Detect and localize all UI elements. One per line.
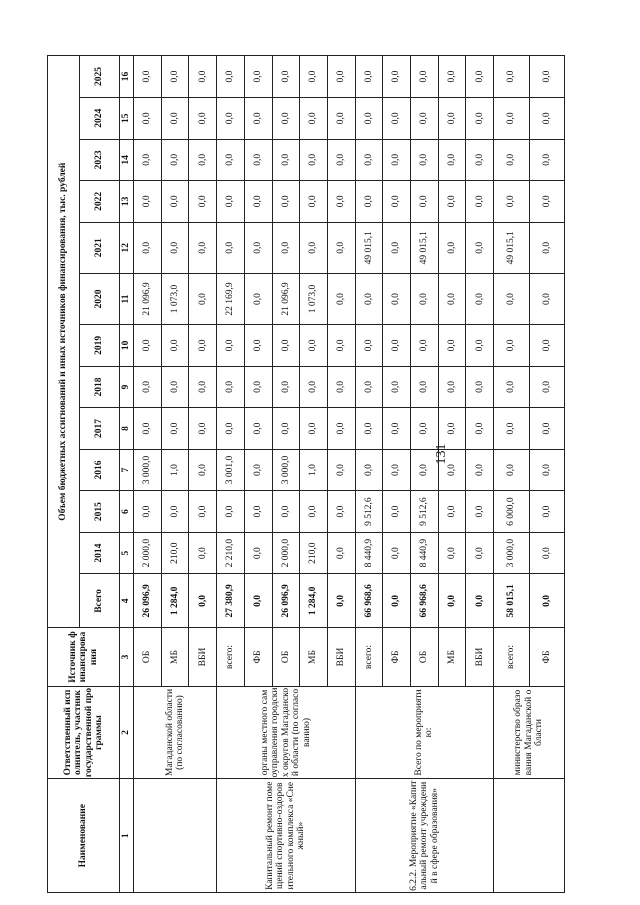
value-cell: 0,0 (494, 56, 529, 98)
value-cell: 0,0 (383, 532, 411, 574)
value-cell: 0,0 (244, 181, 272, 223)
column-index: 1 (120, 779, 134, 893)
value-cell: 0,0 (327, 532, 355, 574)
rotated-sheet (47, 55, 565, 893)
value-cell: 0,0 (189, 491, 217, 533)
item-name: 6.2.2. Мероприятие «Капитальный ремонт учреждений в сфере образования» (355, 779, 494, 893)
value-cell: 0,0 (327, 408, 355, 450)
value-cell: 0,0 (134, 366, 162, 408)
value-cell: 0,0 (272, 56, 300, 98)
value-cell: 0,0 (300, 325, 328, 367)
total-cell: 0,0 (383, 574, 411, 628)
value-cell: 0,0 (134, 97, 162, 139)
value-cell: 0,0 (383, 97, 411, 139)
source-cell: ОБ (272, 628, 300, 686)
value-cell: 0,0 (383, 366, 411, 408)
value-cell: 0,0 (529, 139, 564, 181)
value-cell: 0,0 (411, 366, 439, 408)
value-cell: 0,0 (217, 491, 245, 533)
value-cell: 0,0 (355, 273, 383, 324)
value-cell: 0,0 (189, 181, 217, 223)
value-cell: 0,0 (134, 491, 162, 533)
value-cell: 0,0 (411, 56, 439, 98)
value-cell: 0,0 (383, 491, 411, 533)
value-cell: 21 096,9 (272, 273, 300, 324)
total-cell: 1 284,0 (300, 574, 328, 628)
value-cell: 0,0 (244, 408, 272, 450)
total-cell: 0,0 (189, 574, 217, 628)
value-cell: 0,0 (438, 491, 466, 533)
table-row (355, 56, 383, 893)
value-cell: 0,0 (411, 325, 439, 367)
value-cell: 0,0 (529, 325, 564, 367)
header-volume: Объем бюджетных ассигнований и иных источников финансирования, тыс. рублей (48, 56, 80, 628)
value-cell: 0,0 (411, 273, 439, 324)
value-cell: 0,0 (529, 97, 564, 139)
value-cell: 0,0 (300, 366, 328, 408)
value-cell: 0,0 (494, 181, 529, 223)
value-cell: 0,0 (272, 408, 300, 450)
header-source: Источник финансирования (48, 628, 120, 686)
value-cell: 0,0 (217, 97, 245, 139)
value-cell: 2 000,0 (272, 532, 300, 574)
value-cell: 0,0 (466, 532, 494, 574)
header-year: 2018 (80, 366, 120, 408)
value-cell: 3 001,0 (217, 449, 245, 491)
value-cell: 0,0 (161, 181, 189, 223)
column-index: 10 (120, 325, 134, 367)
header-year: 2021 (80, 222, 120, 273)
value-cell: 0,0 (272, 97, 300, 139)
item-executor: Всего по мероприятию: (355, 686, 494, 779)
value-cell: 210,0 (300, 532, 328, 574)
value-cell: 6 000,0 (494, 491, 529, 533)
source-cell: ФБ (383, 628, 411, 686)
value-cell: 0,0 (529, 181, 564, 223)
value-cell: 0,0 (272, 325, 300, 367)
source-cell: ВБИ (327, 628, 355, 686)
value-cell: 21 096,9 (134, 273, 162, 324)
value-cell: 0,0 (327, 449, 355, 491)
table-row (134, 56, 162, 893)
value-cell: 0,0 (244, 97, 272, 139)
item-name (134, 779, 217, 893)
value-cell: 0,0 (327, 97, 355, 139)
value-cell: 0,0 (134, 325, 162, 367)
source-cell: всего: (355, 628, 383, 686)
table-row (217, 56, 245, 893)
value-cell: 0,0 (327, 139, 355, 181)
value-cell: 49 015,1 (355, 222, 383, 273)
value-cell: 0,0 (161, 56, 189, 98)
value-cell: 0,0 (217, 181, 245, 223)
value-cell: 2 000,0 (134, 532, 162, 574)
value-cell: 0,0 (244, 139, 272, 181)
total-cell: 26 096,9 (272, 574, 300, 628)
value-cell: 0,0 (217, 139, 245, 181)
value-cell: 0,0 (189, 273, 217, 324)
value-cell: 0,0 (438, 366, 466, 408)
value-cell: 0,0 (438, 97, 466, 139)
total-cell: 0,0 (327, 574, 355, 628)
value-cell: 0,0 (383, 222, 411, 273)
value-cell: 0,0 (300, 181, 328, 223)
value-cell: 0,0 (438, 139, 466, 181)
total-cell: 1 284,0 (161, 574, 189, 628)
value-cell: 0,0 (383, 449, 411, 491)
value-cell: 0,0 (411, 181, 439, 223)
value-cell: 0,0 (161, 222, 189, 273)
column-index: 16 (120, 56, 134, 98)
value-cell: 0,0 (529, 222, 564, 273)
value-cell: 0,0 (327, 181, 355, 223)
value-cell: 0,0 (355, 56, 383, 98)
value-cell: 0,0 (327, 325, 355, 367)
value-cell: 0,0 (189, 532, 217, 574)
value-cell: 3 000,0 (494, 532, 529, 574)
column-index: 13 (120, 181, 134, 223)
value-cell: 0,0 (466, 449, 494, 491)
value-cell: 0,0 (189, 97, 217, 139)
value-cell: 2 210,0 (217, 532, 245, 574)
value-cell: 22 169,9 (217, 273, 245, 324)
value-cell: 0,0 (466, 56, 494, 98)
value-cell: 9 512,6 (355, 491, 383, 533)
value-cell: 0,0 (217, 366, 245, 408)
value-cell: 0,0 (494, 139, 529, 181)
value-cell: 0,0 (466, 222, 494, 273)
header-total: Всего (80, 574, 120, 628)
column-index: 7 (120, 449, 134, 491)
item-executor: Магаданской области (по согласованию) (134, 686, 217, 779)
header-year: 2014 (80, 532, 120, 574)
header-year: 2023 (80, 139, 120, 181)
value-cell: 0,0 (466, 366, 494, 408)
value-cell: 0,0 (189, 408, 217, 450)
value-cell: 0,0 (411, 139, 439, 181)
total-cell: 27 380,9 (217, 574, 245, 628)
value-cell: 0,0 (300, 56, 328, 98)
value-cell: 0,0 (161, 97, 189, 139)
total-cell: 66 968,6 (411, 574, 439, 628)
value-cell: 0,0 (300, 222, 328, 273)
total-cell: 58 015,1 (494, 574, 529, 628)
header-name: Наименование (48, 779, 120, 893)
value-cell: 0,0 (272, 181, 300, 223)
table-row (494, 56, 529, 893)
column-index: 15 (120, 97, 134, 139)
value-cell: 0,0 (300, 97, 328, 139)
value-cell: 0,0 (134, 139, 162, 181)
value-cell: 0,0 (411, 449, 439, 491)
value-cell: 0,0 (217, 408, 245, 450)
value-cell: 0,0 (494, 325, 529, 367)
value-cell: 0,0 (466, 139, 494, 181)
value-cell: 0,0 (529, 491, 564, 533)
value-cell: 0,0 (383, 273, 411, 324)
value-cell: 1 073,0 (300, 273, 328, 324)
column-index: 3 (120, 628, 134, 686)
header-executor: Ответственный исполнитель, участник государственной программы (48, 686, 120, 779)
total-cell: 0,0 (466, 574, 494, 628)
value-cell: 0,0 (217, 325, 245, 367)
column-index: 6 (120, 491, 134, 533)
value-cell: 0,0 (272, 366, 300, 408)
value-cell: 49 015,1 (494, 222, 529, 273)
value-cell: 0,0 (494, 273, 529, 324)
value-cell: 0,0 (300, 408, 328, 450)
value-cell: 0,0 (189, 366, 217, 408)
value-cell: 0,0 (300, 491, 328, 533)
value-cell: 8 440,9 (355, 532, 383, 574)
value-cell: 0,0 (189, 222, 217, 273)
source-cell: ВБИ (466, 628, 494, 686)
source-cell: всего: (217, 628, 245, 686)
value-cell: 0,0 (355, 97, 383, 139)
value-cell: 0,0 (244, 449, 272, 491)
value-cell: 0,0 (189, 139, 217, 181)
value-cell: 3 000,0 (134, 449, 162, 491)
value-cell: 0,0 (161, 366, 189, 408)
value-cell: 0,0 (244, 222, 272, 273)
value-cell: 0,0 (272, 222, 300, 273)
value-cell: 0,0 (134, 408, 162, 450)
value-cell: 0,0 (529, 532, 564, 574)
value-cell: 0,0 (244, 325, 272, 367)
value-cell: 0,0 (327, 491, 355, 533)
column-index: 12 (120, 222, 134, 273)
value-cell: 0,0 (466, 491, 494, 533)
header-year: 2024 (80, 97, 120, 139)
value-cell: 0,0 (355, 449, 383, 491)
value-cell: 0,0 (383, 139, 411, 181)
source-cell: ВБИ (189, 628, 217, 686)
value-cell: 0,0 (272, 491, 300, 533)
value-cell: 0,0 (161, 139, 189, 181)
value-cell: 0,0 (438, 325, 466, 367)
value-cell: 0,0 (529, 273, 564, 324)
value-cell: 0,0 (217, 56, 245, 98)
value-cell: 0,0 (327, 56, 355, 98)
value-cell: 0,0 (438, 449, 466, 491)
value-cell: 0,0 (189, 449, 217, 491)
value-cell: 0,0 (383, 325, 411, 367)
value-cell: 0,0 (438, 222, 466, 273)
total-cell: 0,0 (529, 574, 564, 628)
value-cell: 0,0 (411, 97, 439, 139)
value-cell: 0,0 (244, 56, 272, 98)
value-cell: 0,0 (438, 181, 466, 223)
column-index: 4 (120, 574, 134, 628)
value-cell: 0,0 (355, 408, 383, 450)
item-executor: органы местного самоуправления городских округов Магаданской области (по согласованию) (217, 686, 356, 779)
column-index: 2 (120, 686, 134, 779)
value-cell: 0,0 (466, 273, 494, 324)
value-cell: 0,0 (383, 408, 411, 450)
page-number-text: 131 (434, 443, 449, 465)
value-cell: 0,0 (438, 532, 466, 574)
header-year: 2019 (80, 325, 120, 367)
value-cell: 0,0 (161, 325, 189, 367)
item-name: Капитальный ремонт помещений спортивно-оздоровительного комплекса «Снежный» (217, 779, 356, 893)
header-row-top (48, 56, 80, 893)
item-executor: министерство образования Магаданской области (494, 686, 565, 779)
column-index: 11 (120, 273, 134, 324)
value-cell: 0,0 (327, 222, 355, 273)
header-year: 2017 (80, 408, 120, 450)
header-row-index (120, 56, 134, 893)
header-year: 2022 (80, 181, 120, 223)
value-cell: 0,0 (466, 181, 494, 223)
value-cell: 0,0 (134, 181, 162, 223)
table-header (48, 56, 134, 893)
value-cell: 0,0 (189, 325, 217, 367)
source-cell: МБ (438, 628, 466, 686)
value-cell: 0,0 (529, 366, 564, 408)
value-cell: 9 512,6 (411, 491, 439, 533)
value-cell: 0,0 (494, 449, 529, 491)
column-index: 5 (120, 532, 134, 574)
header-year: 2020 (80, 273, 120, 324)
total-cell: 26 096,9 (134, 574, 162, 628)
value-cell: 0,0 (134, 56, 162, 98)
value-cell: 0,0 (327, 273, 355, 324)
value-cell: 1,0 (161, 449, 189, 491)
source-cell: всего: (494, 628, 529, 686)
value-cell: 0,0 (355, 139, 383, 181)
value-cell: 0,0 (244, 491, 272, 533)
value-cell: 0,0 (466, 408, 494, 450)
source-cell: ФБ (244, 628, 272, 686)
value-cell: 0,0 (411, 408, 439, 450)
source-cell: ОБ (134, 628, 162, 686)
value-cell: 0,0 (466, 97, 494, 139)
source-cell: ОБ (411, 628, 439, 686)
value-cell: 0,0 (494, 97, 529, 139)
value-cell: 0,0 (438, 408, 466, 450)
value-cell: 0,0 (327, 366, 355, 408)
value-cell: 0,0 (494, 366, 529, 408)
value-cell: 0,0 (438, 56, 466, 98)
value-cell: 1,0 (300, 449, 328, 491)
column-index: 9 (120, 366, 134, 408)
value-cell: 1 073,0 (161, 273, 189, 324)
value-cell: 0,0 (383, 181, 411, 223)
value-cell: 0,0 (529, 56, 564, 98)
value-cell: 0,0 (272, 139, 300, 181)
item-name (494, 779, 565, 893)
value-cell: 0,0 (244, 273, 272, 324)
value-cell: 0,0 (529, 449, 564, 491)
header-year: 2016 (80, 449, 120, 491)
value-cell: 0,0 (244, 532, 272, 574)
value-cell: 0,0 (355, 325, 383, 367)
value-cell: 8 440,9 (411, 532, 439, 574)
column-index: 14 (120, 139, 134, 181)
value-cell: 0,0 (529, 408, 564, 450)
column-index: 8 (120, 408, 134, 450)
header-year: 2015 (80, 491, 120, 533)
value-cell: 0,0 (217, 222, 245, 273)
table-body (134, 56, 565, 893)
source-cell: ФБ (529, 628, 564, 686)
total-cell: 0,0 (244, 574, 272, 628)
value-cell: 0,0 (300, 139, 328, 181)
value-cell: 0,0 (161, 408, 189, 450)
value-cell: 0,0 (244, 366, 272, 408)
total-cell: 66 968,6 (355, 574, 383, 628)
value-cell: 0,0 (494, 408, 529, 450)
value-cell: 3 000,0 (272, 449, 300, 491)
total-cell: 0,0 (438, 574, 466, 628)
value-cell: 0,0 (355, 366, 383, 408)
value-cell: 0,0 (383, 56, 411, 98)
source-cell: МБ (300, 628, 328, 686)
value-cell: 0,0 (189, 56, 217, 98)
value-cell: 0,0 (355, 181, 383, 223)
value-cell: 0,0 (161, 491, 189, 533)
source-cell: МБ (161, 628, 189, 686)
value-cell: 0,0 (466, 325, 494, 367)
header-year: 2025 (80, 56, 120, 98)
value-cell: 0,0 (134, 222, 162, 273)
value-cell: 49 015,1 (411, 222, 439, 273)
financing-table (47, 55, 565, 893)
value-cell: 210,0 (161, 532, 189, 574)
value-cell: 0,0 (438, 273, 466, 324)
